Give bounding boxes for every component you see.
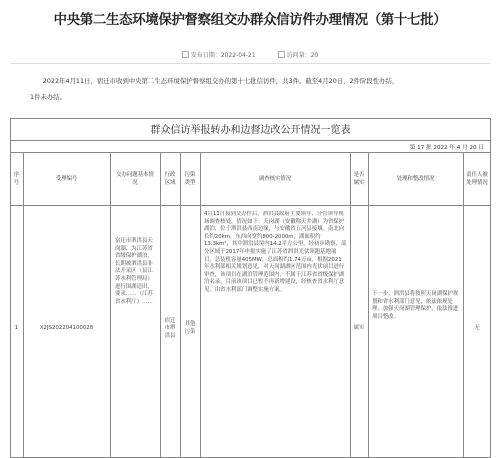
view-count: 访问量：20 xyxy=(278,50,319,59)
header-handling: 处理和整改情况 xyxy=(396,175,435,182)
row-accountability: 无 xyxy=(474,325,480,332)
table-rule xyxy=(10,140,491,141)
col-rule xyxy=(463,152,464,458)
table-title: 群众信访举报转办和边督边改公开情况一览表 xyxy=(150,125,351,136)
row-verified: 属实 xyxy=(353,325,365,332)
intro-paragraph: 2022年4月11日，宿迁市收到中央第二生态环境保护督察组交办的第十七批信访件，共3件。截至4月20日，2件阶段性办结， 1件未办结。 xyxy=(30,77,399,101)
header-content: 交办问题基本情况 xyxy=(116,171,154,186)
header-investigation: 调查核实情况 xyxy=(258,175,292,182)
col-rule xyxy=(110,152,111,458)
header-accountability: 责任人被处理情况 xyxy=(466,171,488,186)
col-rule xyxy=(160,152,161,458)
row-content: 宿迁市泗洪县天岗湖、为江苏省省级保护湖泊，长期被泗洪县非法开采区（县江苏水利管理局）进行围湖造田，要求……（江苏省水利厅）…… xyxy=(115,238,153,305)
divider xyxy=(10,63,490,64)
row-handling: 下一步，泗洪县将按照天岗湖保护规划和省水利部门意见，依法依规处理，加强天岗湖管理保护，依法推进项目整改。 xyxy=(372,291,459,320)
header-code: 受理编号 xyxy=(55,175,78,182)
publish-date: 发布日期：2022-04-21 xyxy=(182,50,256,59)
header-type: 污染类型 xyxy=(184,171,196,186)
header-verified: 是否属实 xyxy=(353,171,365,186)
col-rule xyxy=(350,152,351,458)
row-region: 宿迁市泗洪县 xyxy=(164,317,176,339)
row-no: 1 xyxy=(14,325,19,332)
row-type: 其他污染 xyxy=(184,321,196,335)
eye-icon xyxy=(278,51,285,58)
row-code: X2JS202204100028 xyxy=(39,325,94,332)
row-investigation: 4月11日接到交办件后，泗洪县政府主要领导、分管领导现场调查核处，情况如下：天岗湖（安徽称天井湖）为省保护湖泊，位于泗洪县西南边缘，与安徽省五河县接壤。南北向长约20km，东西向宽约800-2000m，湖面积约13.3km²，其中泗洪县境内14.2平方公里。经初步勘察，部分区域于2017年申报实施了江苏省泗洪光伏领跑基地项目，总装机容量405MW，总面积约1.74万亩。根据2021年水利部相关规划意见，对天岗湖湖区范围内光伏项目进行审查，该项目在湖泊管理范围内，不属于江苏省省级保护湖泊名录。目前该项目已暂不再新增建设，经核查省水利厅意见，由省水利部门调整实施方案。 xyxy=(204,211,347,293)
article-meta xyxy=(0,50,500,59)
table-date: 第 17 批 2022 年 4 月 20 日 xyxy=(409,145,484,151)
header-region: 行政区域 xyxy=(164,171,176,186)
calendar-icon xyxy=(182,51,189,58)
col-rule xyxy=(180,152,181,458)
page-title: 中央第二生态环境保护督察组交办群众信访件办理情况（第十七批） xyxy=(53,13,447,28)
header-no: 序号 xyxy=(13,171,20,186)
